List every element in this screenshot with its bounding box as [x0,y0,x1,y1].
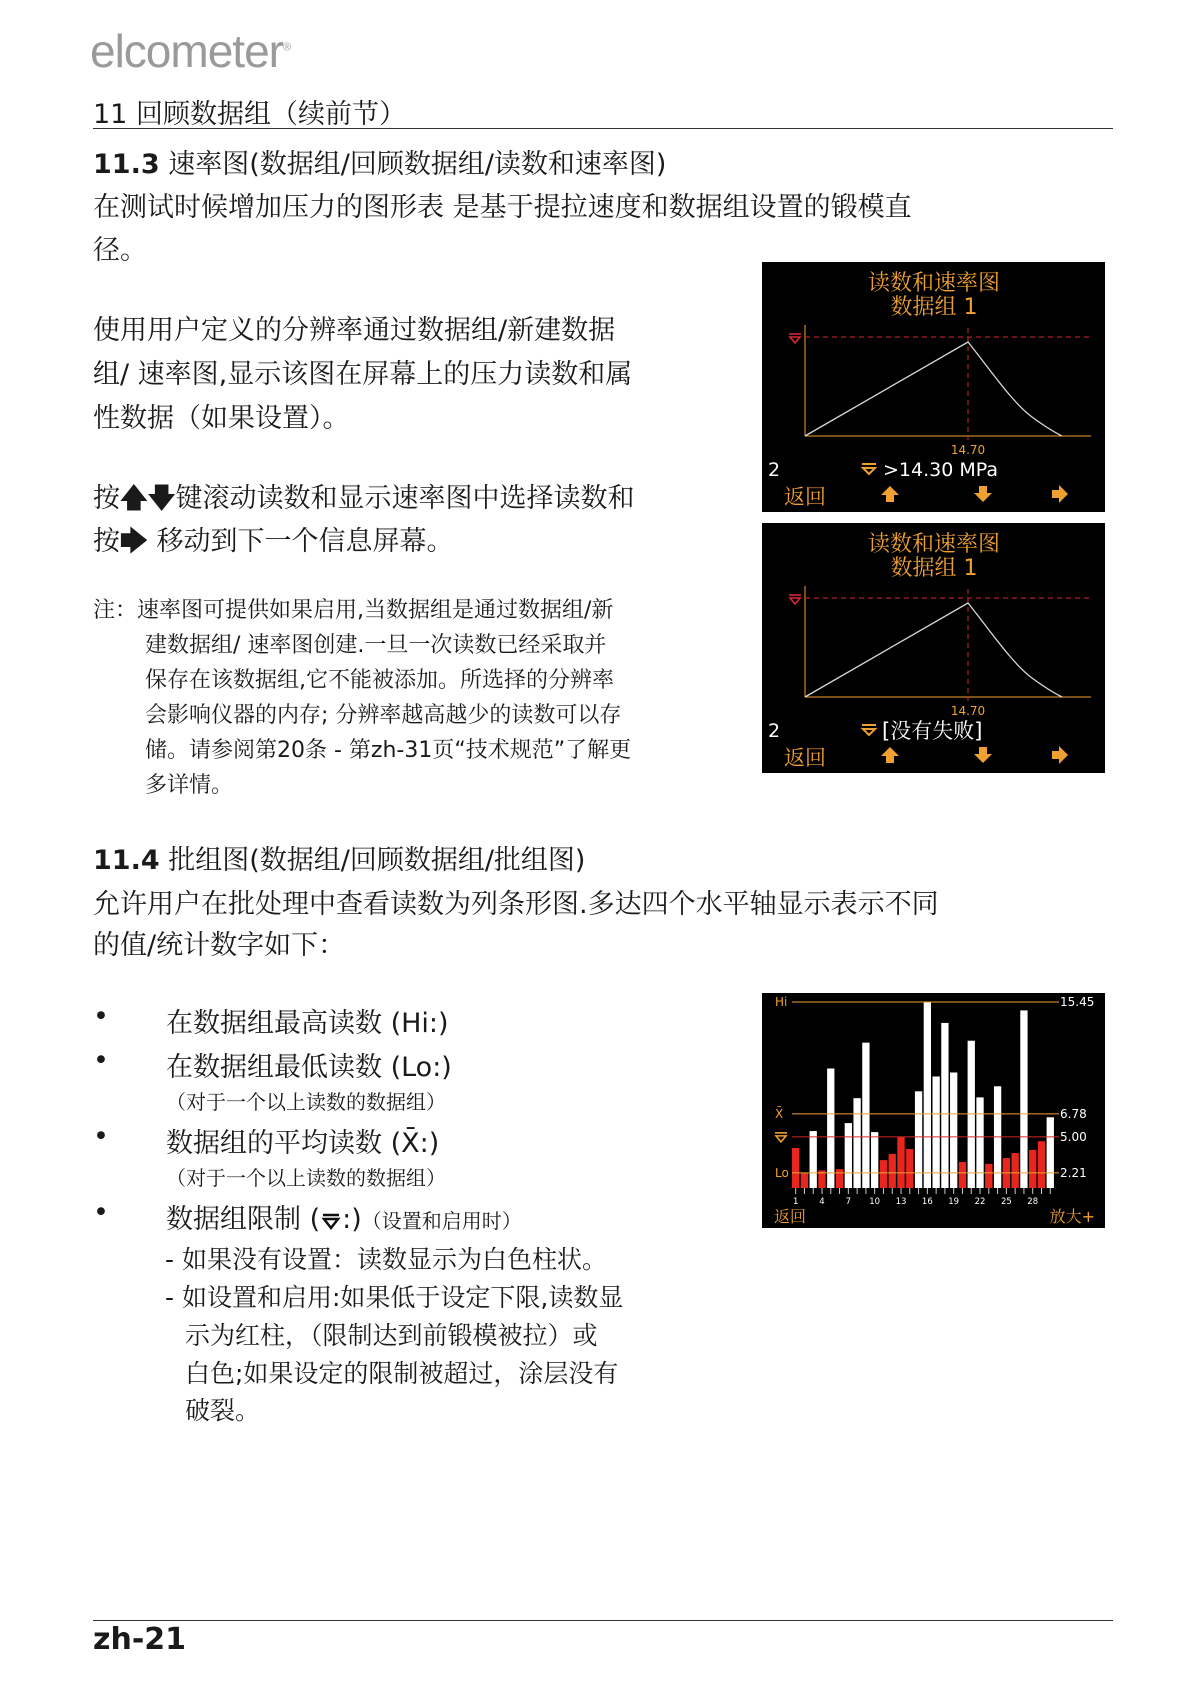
reading-number: 2 [768,459,781,481]
footer-rule [93,1620,1113,1621]
bar-19 [950,1072,957,1188]
bar-15 [915,1091,922,1188]
tick-label: 22 [974,1197,986,1207]
section-11-3-heading [93,142,666,181]
right-arrow-icon[interactable] [1052,746,1068,764]
tick-label: 28 [1027,1197,1039,1207]
hi-value: 15.45 [1060,995,1095,1009]
peak-label: 14.70 [950,443,986,457]
intro-line: 径。 [93,235,147,266]
para3-line2 [93,519,454,568]
bar-6 [836,1169,843,1188]
para-line: 组/ 速率图,显示该图在屏幕上的压力读数和属 [93,359,633,390]
bullet-sub: （设置和启用时） [361,1209,522,1233]
para3-line1 [93,476,635,525]
bar-10 [871,1132,878,1188]
para-line: 性数据（如果设置）。 [93,403,350,434]
text: 移动到下一个信息屏幕。 [147,526,454,557]
bar-20 [959,1162,966,1188]
x-ticks [793,1188,1050,1207]
batch-graph-screen [762,993,1105,1228]
bullet-hi [93,1001,449,1039]
bullet-text: :) [342,1204,362,1235]
text: 按 [93,526,120,557]
bar-16 [924,1002,931,1188]
tick-label: 7 [845,1197,852,1207]
mean-label: X̄ [775,1106,784,1121]
bar-23 [985,1164,992,1188]
bullet-mean [93,1121,440,1159]
reading-number: 2 [768,720,781,742]
bullet-text: 数据组限制 ( [166,1204,321,1235]
dash-line: - 如果没有设置：读数显示为白色柱状。 [165,1245,607,1274]
logo-text: elcometer [90,25,283,77]
note-line: 保存在该数据组,它不能被添加。所选择的分辨率 [145,668,614,693]
limit-icon [862,464,876,474]
bullet: • [93,1001,109,1032]
elcometer-logo [90,24,290,78]
bar-5 [827,1068,834,1188]
tick-label: 16 [921,1197,933,1207]
dash-line: - 如设置和启用:如果低于设定下限,读数显 [165,1283,624,1312]
back-softkey[interactable]: 返回 [784,746,826,770]
limit-icon [789,334,801,343]
down-arrow-icon: 🡇 [147,483,176,514]
screen-title: 读数和速率图 [867,271,1001,296]
right-arrow-icon: 🡆 [120,526,148,557]
note-line: 多详情。 [145,773,234,798]
bar-1 [792,1148,799,1188]
bullet-limit [93,1197,522,1235]
note-line: 注：速率图可提供如果启用,当数据组是通过数据组/新 [93,598,614,623]
bar-22 [976,1097,983,1188]
tick-label: 10 [869,1197,881,1207]
chapter-header: 11 回顾数据组（续前节） [93,99,406,130]
limit-icon [862,725,876,735]
bullet-sub: （对于一个以上读数的数据组） [166,1090,446,1114]
bullet-sub: （对于一个以上读数的数据组） [166,1166,446,1190]
peak-label: 14.70 [950,704,986,718]
down-arrow-icon[interactable] [974,486,992,502]
down-arrow-icon[interactable] [974,747,992,763]
intro-line: 在测试时候增加压力的图形表 是基于提拉速度和数据组设置的锻模直 [93,192,912,223]
header-rule [93,128,1113,129]
bar-12 [889,1154,896,1188]
text: 键滚动读数和显示速率图中选择读数和 [175,483,635,514]
limit-icon [775,1133,787,1142]
pressure-curve [805,342,1062,436]
back-softkey[interactable]: 返回 [784,485,826,509]
tick-label: 25 [1000,1197,1012,1207]
intro-line: 的值/统计数字如下： [93,930,346,961]
bar-11 [880,1160,887,1188]
bar-28 [1029,1150,1036,1188]
section-title: 批组图(数据组/回顾数据组/批组图) [159,845,586,876]
bullet: • [93,1121,109,1152]
limit-icon [789,595,801,604]
bar-17 [932,1076,939,1188]
section-number: 11.4 [93,845,160,876]
up-arrow-icon[interactable] [881,486,899,502]
bar-29 [1038,1141,1045,1188]
dash-line: 白色;如果设定的限制被超过，涂层没有 [185,1359,619,1388]
bar-27 [1020,1010,1027,1188]
back-softkey[interactable]: 返回 [774,1207,807,1226]
bar-13 [897,1137,904,1188]
dash-line: 示为红柱，（限制达到前锻模被拉）或 [185,1321,598,1350]
tick-label: 19 [948,1197,960,1207]
screen-subtitle: 数据组 1 [890,295,978,320]
intro-line: 允许用户在批处理中查看读数为列条形图.多达四个水平轴显示表示不同 [93,889,939,920]
lo-label: Lo [775,1165,789,1180]
tick-label: 13 [895,1197,907,1207]
note-line: 建数据组/ 速率图创建.一旦一次读数已经采取并 [145,633,607,658]
bar-2 [801,1173,808,1188]
up-arrow-icon[interactable] [881,747,899,763]
tick-label: 4 [819,1197,825,1207]
screen-subtitle: 数据组 1 [890,556,978,581]
right-arrow-icon[interactable] [1052,485,1068,503]
rate-graph [762,262,1105,512]
note-line: 储。请参阅第20条 - 第zh-31页“技术规范”了解更 [145,738,632,763]
pressure-curve [805,603,1062,697]
limit-icon [320,1210,342,1232]
page-number: zh-21 [93,1622,187,1657]
bullet: • [93,1045,109,1076]
mean-value: 6.78 [1060,1106,1087,1121]
zoom-in-softkey[interactable]: 放大+ [1049,1207,1095,1226]
bar-3 [810,1131,817,1188]
bullet-text: 在数据组最高读数 (Hi:) [166,1008,449,1039]
bar-9 [862,1043,869,1188]
tick-label: 1 [792,1197,799,1207]
batch-graph [762,993,1105,1228]
up-arrow-icon: 🡅 [120,483,148,514]
bar-18 [941,1023,948,1188]
para-line: 使用用户定义的分辨率通过数据组/新建数据 [93,315,616,346]
rate-graph-screen-2 [762,523,1105,773]
rate-graph [762,523,1105,773]
bullet-text: 数据组的平均读数 (X̄:) [166,1128,440,1159]
bars [792,1002,1054,1188]
note-line: 会影响仪器的内存; 分辨率越高越少的读数可以存 [145,703,622,728]
bar-7 [845,1123,852,1188]
bar-26 [1012,1153,1019,1188]
bullet: • [93,1197,109,1228]
section-11-4-heading [93,838,585,877]
bullet-lo [93,1045,452,1083]
section-title: 速率图(数据组/回顾数据组/读数和速率图) [159,149,667,180]
reading-status: [没有失败] [882,719,983,743]
bar-8 [853,1098,860,1188]
limit-value: 5.00 [1060,1129,1087,1144]
rate-graph-screen-1 [762,262,1105,512]
bar-30 [1047,1117,1054,1188]
reading-status: >14.30 MPa [883,459,998,481]
section-number: 11.3 [93,149,160,180]
hi-label: Hi [775,995,788,1009]
dash-line: 破裂。 [185,1396,261,1425]
lo-value: 2.21 [1060,1165,1087,1180]
bar-14 [906,1149,913,1188]
screen-title: 读数和速率图 [867,532,1001,557]
bullet-text: 在数据组最低读数 (Lo:) [166,1052,452,1083]
logo-mark: ® [282,41,291,54]
text: 按 [93,483,120,514]
